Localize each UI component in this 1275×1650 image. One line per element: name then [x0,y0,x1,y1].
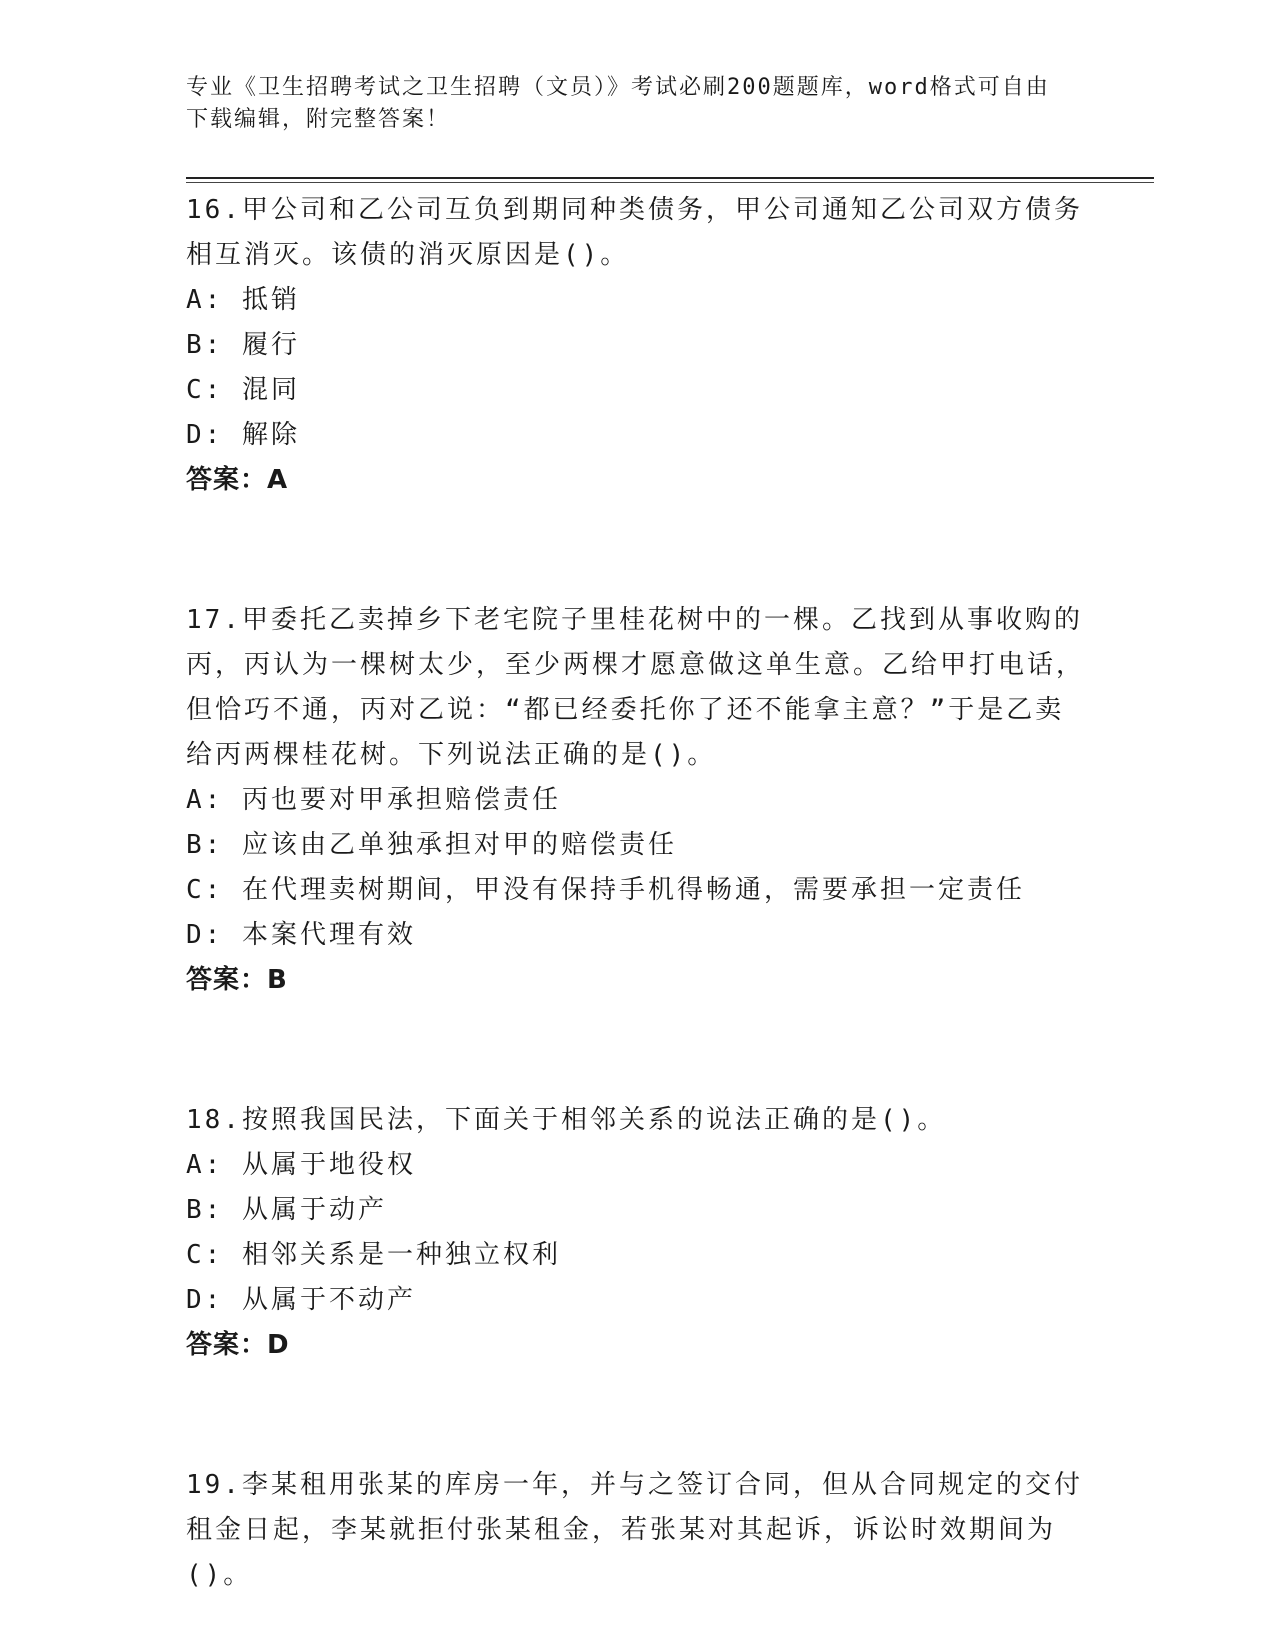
option-c: C: 混同 [186,375,300,405]
option-b: B: 应该由乙单独承担对甲的赔偿责任 [186,830,677,860]
question-gap [186,1003,1086,1098]
question-list [186,188,1086,1598]
header-divider [186,177,1154,179]
option-c: C: 在代理卖树期间，甲没有保持手机得畅通，需要承担一定责任 [186,875,1025,905]
option-b: B: 从属于动产 [186,1195,387,1225]
answer: 答案：B [186,965,288,995]
option-a: A: 抵销 [186,285,300,315]
question-18 [186,1098,1086,1368]
option-c: C: 相邻关系是一种独立权利 [186,1240,561,1270]
question-gap [186,503,1086,598]
page-header: 专业《卫生招聘考试之卫生招聘（文员）》考试必刷200题题库，word格式可自由下载编辑，附完整答案！ [186,75,1050,132]
question-gap [186,1368,1086,1463]
header-divider-thin [186,182,1154,183]
option-d: D: 从属于不动产 [186,1285,416,1315]
question-stem: 17.甲委托乙卖掉乡下老宅院子里桂花树中的一棵。乙找到从事收购的丙，丙认为一棵树太少，至少两棵才愿意做这单生意。乙给甲打电话，但恰巧不通，丙对乙说：“都已经委托你了还不能拿主意？”于是乙卖给丙两棵桂花树。下列说法正确的是()。 [186,605,1086,770]
answer: 答案：A [186,465,289,495]
question-stem: 16.甲公司和乙公司互负到期同种类债务，甲公司通知乙公司双方债务相互消灭。该债的消灭原因是()。 [186,195,1083,270]
question-16 [186,188,1086,503]
option-d: D: 本案代理有效 [186,920,416,950]
question-stem: 18.按照我国民法，下面关于相邻关系的说法正确的是()。 [186,1105,947,1135]
option-a: A: 丙也要对甲承担赔偿责任 [186,785,561,815]
question-17 [186,598,1086,1003]
option-b: B: 履行 [186,330,300,360]
option-a: A: 从属于地役权 [186,1150,416,1180]
question-19 [186,1463,1086,1598]
answer: 答案：D [186,1330,290,1360]
option-d: D: 解除 [186,420,300,450]
question-stem: 19.李某租用张某的库房一年，并与之签订合同，但从合同规定的交付租金日起，李某就拒付张某租金，若张某对其起诉，诉讼时效期间为()。 [186,1470,1083,1590]
